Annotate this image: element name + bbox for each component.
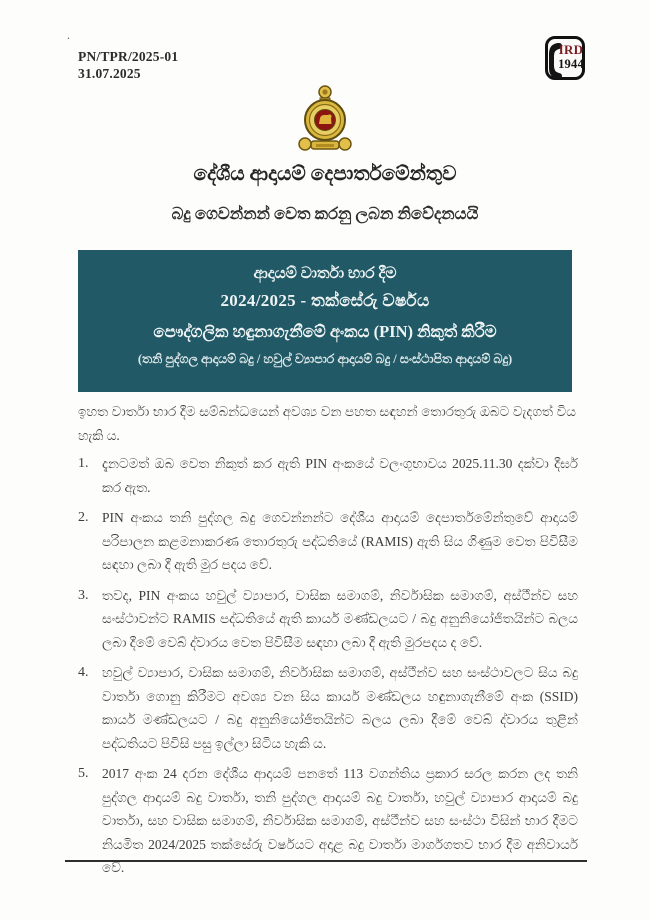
ird-logo-text — [557, 42, 585, 72]
notice-subject-banner — [78, 250, 572, 392]
ird-1944-hotline-logo — [545, 36, 585, 80]
ird-logo-line1: IRD — [558, 42, 584, 57]
numbered-list — [78, 452, 578, 887]
banner-line-pin-issue: පෞද්ගලික හඳුනාගැනීමේ අංකය (PIN) නිකුත් කිරීම — [153, 322, 497, 341]
list-item-number: 4. — [78, 665, 89, 680]
ird-logo-line2: 1944 — [558, 57, 584, 71]
notice-date: 31.07.2025 — [78, 66, 141, 81]
list-item-text: දැනටමත් ඔබ වෙත නිකුත් කර ඇති PIN අංකයේ වලංගුභාවය 2025.11.30 දක්වා දීර්ඝ කර ඇත. — [102, 456, 578, 495]
department-title: දේශීය ආදායම් දෙපාර්තමේන්තුව — [193, 163, 457, 185]
list-item — [78, 506, 578, 577]
list-item-text: තවද, PIN අංකය හවුල් ව්‍යාපාර, වාසික සමාගම්, නිර්වාසික සමාගම්, අස්ථීන්ව සහ සංස්ථාවන්ට RAMIS පද්ධතියේ ඇති කාර්ය මණ්ඩලයට / බදු අනුනියෝජිතයින්ට බලය ලබා දීමේ වෙබ් ද්වාරය වෙත පිවිසීම සඳහා ලබා දී ඇති මුරපදය ද වේ. — [102, 587, 578, 650]
bottom-divider — [65, 860, 587, 862]
list-item-number: 5. — [78, 766, 89, 781]
list-item-number: 2. — [78, 510, 89, 525]
banner-line-returns: ආදායම් වාර්තා භාර දීම — [253, 265, 397, 282]
banner-line-tax-types: (තනි පුද්ගල ආදායම් බදු / හවුල් ව්‍යාපාර ආදායම් බදු / සංස්ථාපිත ආදායම් බදු) — [137, 352, 513, 366]
list-item — [78, 584, 578, 655]
sri-lanka-national-emblem — [0, 84, 650, 161]
stray-scan-mark: . — [67, 28, 70, 42]
intro-paragraph: ඉහත වාර්තා භාර දීම සම්බන්ධයෙන් අවශ්‍ය වන පහත සඳහන් තොරතුරු ඔබට වැදගත් විය හැකි ය. — [78, 404, 576, 443]
list-item-text: හවුල් ව්‍යාපාර, වාසික සමාගම්, නිර්වාසික සමාගම්, අස්ථීන්ව සහ සංස්ථාවලට සිය බදු වාර්තා ගොනු කිරීමට අවශ්‍ය වන සිය කාර්ය මණ්ඩලය හඳුනාගැනීමේ අංක (SSID) කාර්ය මණ්ඩලයට / බදු අනුනියෝජිතයින්ට බලය ලබා දීමේ වෙබ් ද්වාරය තුළින් පද්ධතියට පිවිසි පසු ඉල්ලා සිටිය හැකි ය. — [102, 665, 578, 751]
list-item — [78, 452, 578, 499]
reference-block — [78, 48, 178, 82]
list-item-number: 1. — [78, 456, 89, 471]
list-item-text: 2017 අංක 24 දරන දේශීය ආදායම් පනතේ 113 වගන්තිය ප්‍රකාර සරල කරන ලද තනි පුද්ගල ආදායම් බදු වාර්තා, තනි පුද්ගල ආදායම් බදු වාර්තා, හවුල් ව්‍යාපාර ආදායම් බදු වාර්තා, සහ වාසික සමාගම්, නිර්වාසික සමාගම්, අස්ථීන්ව සහ සංස්ථා විසින් භාර දීමට නියමිත 2024/2025 තක්සේරු වර්ෂයට අදාළ බදු වාර්තා මාර්ගගතව භාර දීම අනිවාර්ය වේ. — [102, 766, 578, 875]
national-emblem-icon — [294, 84, 356, 156]
list-item-number: 3. — [78, 587, 89, 603]
list-item-text: PIN අංකය තනි පුද්ගල බදු ගෙවන්නන්ට දේශීය ආදායම් දෙපාර්තමේන්තුවේ ආදායම් පරිපාලන කළමනාකරණ තොරතුරු පද්ධතියේ (RAMIS) ඇති සිය ගිණුම වෙත පිවිසීම සඳහා ලබා දී ඇති මුර පදය වේ. — [102, 510, 578, 572]
reference-number: PN/TPR/2025-01 — [78, 49, 179, 64]
list-item — [78, 661, 578, 755]
notice-subtitle: බදු ගෙවන්නන් වෙත කරනු ලබන නිවේදනයයි — [171, 204, 479, 223]
banner-line-assessment-year: 2024/2025 - තක්සේරු වර්ෂය — [220, 291, 430, 310]
